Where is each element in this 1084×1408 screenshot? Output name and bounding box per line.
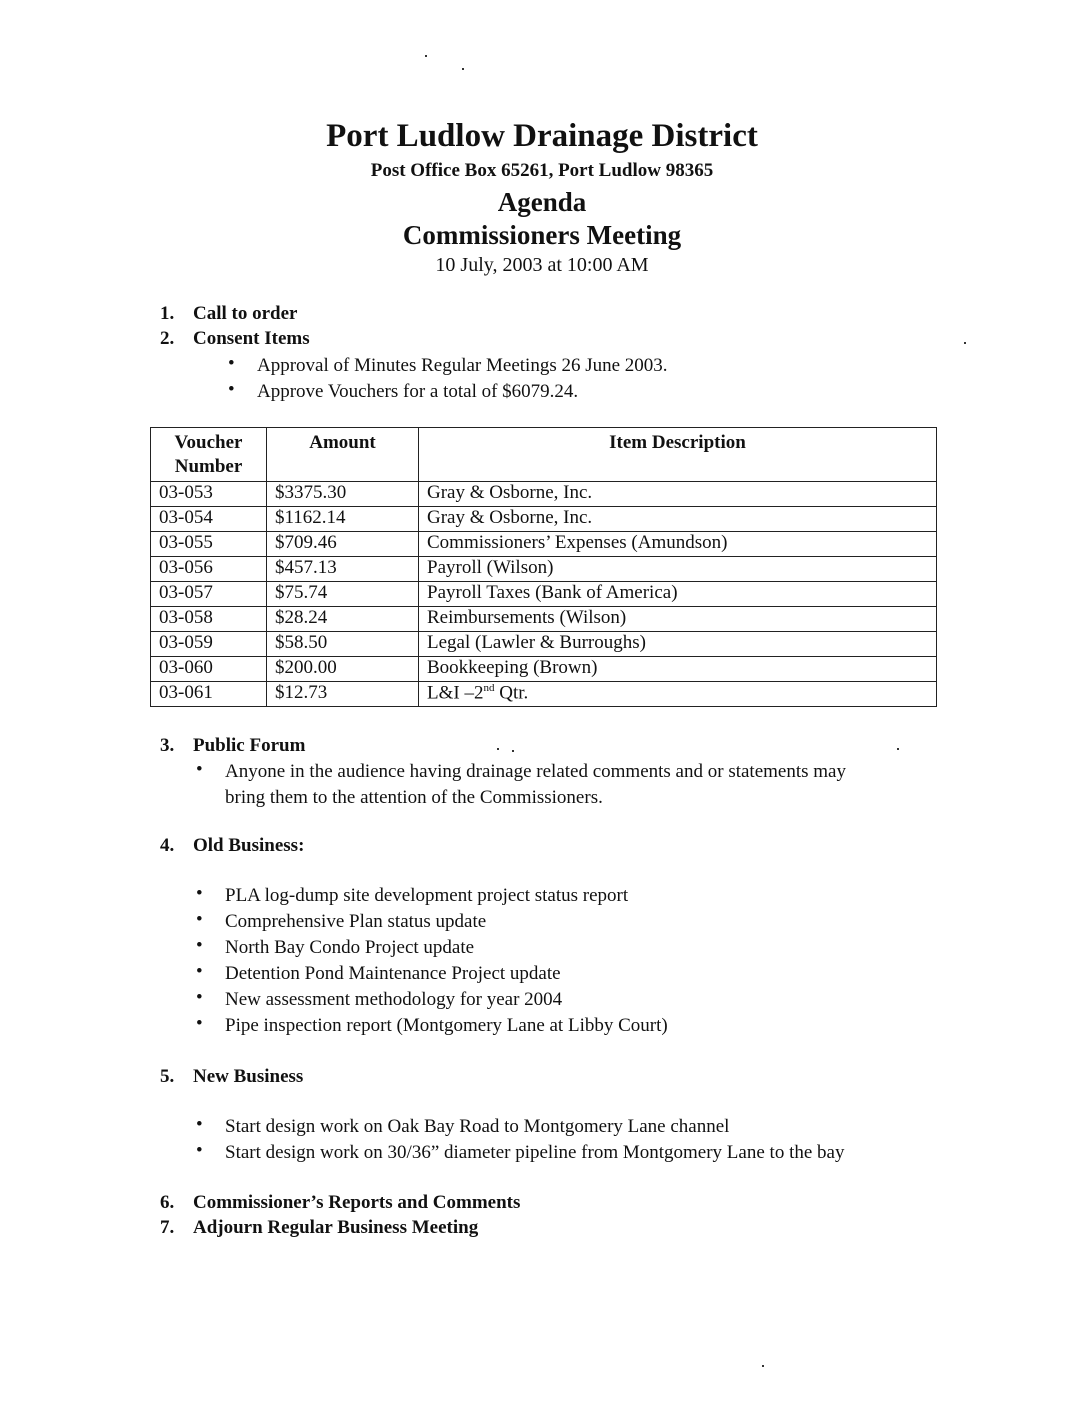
item-number: 5.: [160, 1066, 175, 1087]
bullet-icon: •: [196, 1013, 203, 1034]
district-address: Post Office Box 65261, Port Ludlow 98365: [370, 160, 714, 181]
table-row: [151, 582, 937, 607]
table-row: [151, 607, 937, 632]
scan-speck: [425, 55, 427, 57]
item-number: 6.: [160, 1192, 175, 1213]
voucher-number: 03-054: [151, 507, 267, 532]
table-row: [151, 657, 937, 682]
voucher-amount: $75.74: [267, 582, 419, 607]
voucher-number: 03-053: [151, 482, 267, 507]
bullet-icon: •: [196, 1140, 203, 1161]
bullet-icon: •: [196, 987, 203, 1008]
voucher-description: [419, 682, 937, 707]
bullet-icon: •: [196, 935, 203, 956]
bullet-text: Anyone in the audience having drainage related comments and or statements may: [225, 761, 846, 782]
voucher-description: Commissioners’ Expenses (Amundson): [419, 532, 937, 557]
header-text: Number: [174, 456, 243, 477]
voucher-number: 03-058: [151, 607, 267, 632]
voucher-number: 03-061: [151, 682, 267, 707]
header-text: Voucher: [174, 432, 243, 453]
bullet-text: Start design work on 30/36” diameter pipeline from Montgomery Lane to the bay: [225, 1142, 845, 1163]
item-number: 3.: [160, 735, 175, 756]
scan-speck: [964, 342, 966, 344]
table-row: [151, 632, 937, 657]
voucher-description: Payroll (Wilson): [419, 557, 937, 582]
bullet-text: PLA log-dump site development project status report: [225, 885, 629, 906]
voucher-amount: $1162.14: [267, 507, 419, 532]
scan-speck: [462, 68, 464, 70]
bullet-text: Detention Pond Maintenance Project update: [225, 963, 561, 984]
item-number: 2.: [160, 328, 175, 349]
voucher-number: 03-060: [151, 657, 267, 682]
item-number: 1.: [160, 303, 175, 324]
bullet-text: Approve Vouchers for a total of $6079.24.: [257, 381, 579, 402]
bullet-icon: •: [228, 379, 235, 400]
bullet-text: North Bay Condo Project update: [225, 937, 475, 958]
voucher-number: 03-056: [151, 557, 267, 582]
description-suffix: Qtr.: [494, 682, 529, 704]
table-row: [151, 682, 937, 707]
meeting-title: Commissioners Meeting: [402, 220, 682, 250]
scan-speck: [897, 748, 899, 750]
scan-speck: [497, 748, 499, 750]
voucher-description: Gray & Osborne, Inc.: [419, 507, 937, 532]
description-prefix: L&I –2: [427, 682, 484, 704]
table-row: [151, 557, 937, 582]
bullet-text: Comprehensive Plan status update: [225, 911, 487, 932]
bullet-text: New assessment methodology for year 2004: [225, 989, 563, 1010]
header-voucher-number: [151, 428, 267, 482]
table-header-row: [151, 428, 937, 482]
voucher-amount: $28.24: [267, 607, 419, 632]
bullet-icon: •: [196, 961, 203, 982]
item-label: Public Forum: [193, 735, 306, 756]
voucher-amount: $457.13: [267, 557, 419, 582]
header-amount: Amount: [267, 428, 419, 482]
scan-speck: [762, 1365, 764, 1367]
bullet-icon: •: [228, 353, 235, 374]
meeting-date: 10 July, 2003 at 10:00 AM: [435, 254, 649, 276]
table-row: [151, 532, 937, 557]
item-label: Adjourn Regular Business Meeting: [193, 1217, 479, 1238]
district-title: Port Ludlow Drainage District: [326, 118, 758, 154]
table-row: [151, 507, 937, 532]
table-row: [151, 482, 937, 507]
header-item-description: Item Description: [419, 428, 937, 482]
item-number: 7.: [160, 1217, 175, 1238]
voucher-description: Reimbursements (Wilson): [419, 607, 937, 632]
item-label: New Business: [193, 1066, 304, 1087]
voucher-description: Bookkeeping (Brown): [419, 657, 937, 682]
bullet-text: Approval of Minutes Regular Meetings 26 June 2003.: [257, 355, 668, 376]
bullet-text: Pipe inspection report (Montgomery Lane at Libby Court): [225, 1015, 668, 1036]
ordinal-suffix: nd: [483, 682, 495, 694]
voucher-amount: $12.73: [267, 682, 419, 707]
item-number: 4.: [160, 835, 175, 856]
voucher-amount: $200.00: [267, 657, 419, 682]
voucher-description: Legal (Lawler & Burroughs): [419, 632, 937, 657]
voucher-amount: $58.50: [267, 632, 419, 657]
item-label: Old Business:: [193, 835, 305, 856]
bullet-text: bring them to the attention of the Commissioners.: [225, 787, 603, 808]
voucher-description: Payroll Taxes (Bank of America): [419, 582, 937, 607]
voucher-number: 03-055: [151, 532, 267, 557]
voucher-description: Gray & Osborne, Inc.: [419, 482, 937, 507]
item-label: Call to order: [193, 303, 298, 324]
bullet-text: Start design work on Oak Bay Road to Montgomery Lane channel: [225, 1116, 730, 1137]
voucher-number: 03-057: [151, 582, 267, 607]
item-label: Consent Items: [193, 328, 310, 349]
voucher-amount: $3375.30: [267, 482, 419, 507]
scan-speck: [512, 750, 514, 752]
document-type: Agenda: [497, 187, 587, 217]
voucher-table: [150, 427, 937, 707]
bullet-icon: •: [196, 909, 203, 930]
item-label: Commissioner’s Reports and Comments: [193, 1192, 521, 1213]
voucher-amount: $709.46: [267, 532, 419, 557]
bullet-icon: •: [196, 759, 203, 780]
voucher-number: 03-059: [151, 632, 267, 657]
bullet-icon: •: [196, 1114, 203, 1135]
bullet-icon: •: [196, 883, 203, 904]
